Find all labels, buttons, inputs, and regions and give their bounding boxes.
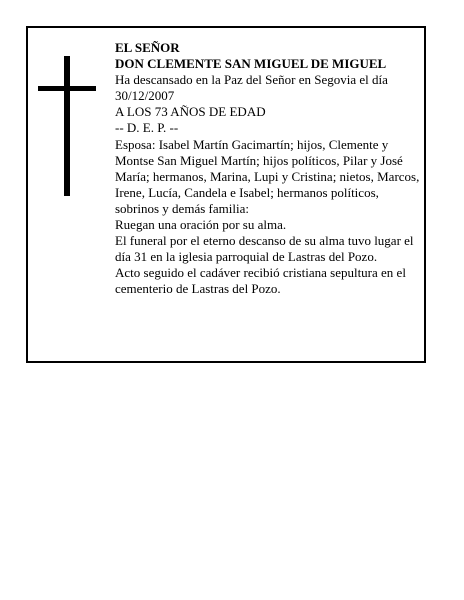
family-list: Esposa: Isabel Martín Gacimartín; hijos, Clemente y Montse San Miguel Martín; hijos políticos, Pilar y José María; hermanos, Marina, Lupi y Cristina; nietos, Marcos, Irene, Lucía, Candela e Isabel; hermanos políticos, sobrinos y demás familia:	[115, 136, 420, 216]
funeral-statement: El funeral por el eterno descanso de su alma tuvo lugar el día 31 en la iglesia parroquial de Lastras del Pozo.	[115, 233, 414, 265]
deceased-name: DON CLEMENTE SAN MIGUEL DE MIGUEL	[115, 56, 387, 72]
cross-horizontal-bar	[38, 86, 96, 91]
burial-statement: Acto seguido el cadáver recibió cristiana sepultura en el cementerio de Lastras del Pozo.	[115, 265, 406, 297]
prayer-request: Ruegan una oración por su alma.	[115, 217, 287, 233]
cross-icon	[38, 56, 96, 196]
age-statement: A LOS 73 AÑOS DE EDAD	[115, 104, 266, 120]
cross-vertical-bar	[64, 56, 70, 196]
title-line: EL SEÑOR	[115, 40, 180, 55]
rip-statement: -- D. E. P. --	[115, 120, 179, 136]
rest-statement: Ha descansado en la Paz del Señor en Segovia el día 30/12/2007	[115, 72, 388, 104]
obituary-text	[115, 40, 423, 298]
